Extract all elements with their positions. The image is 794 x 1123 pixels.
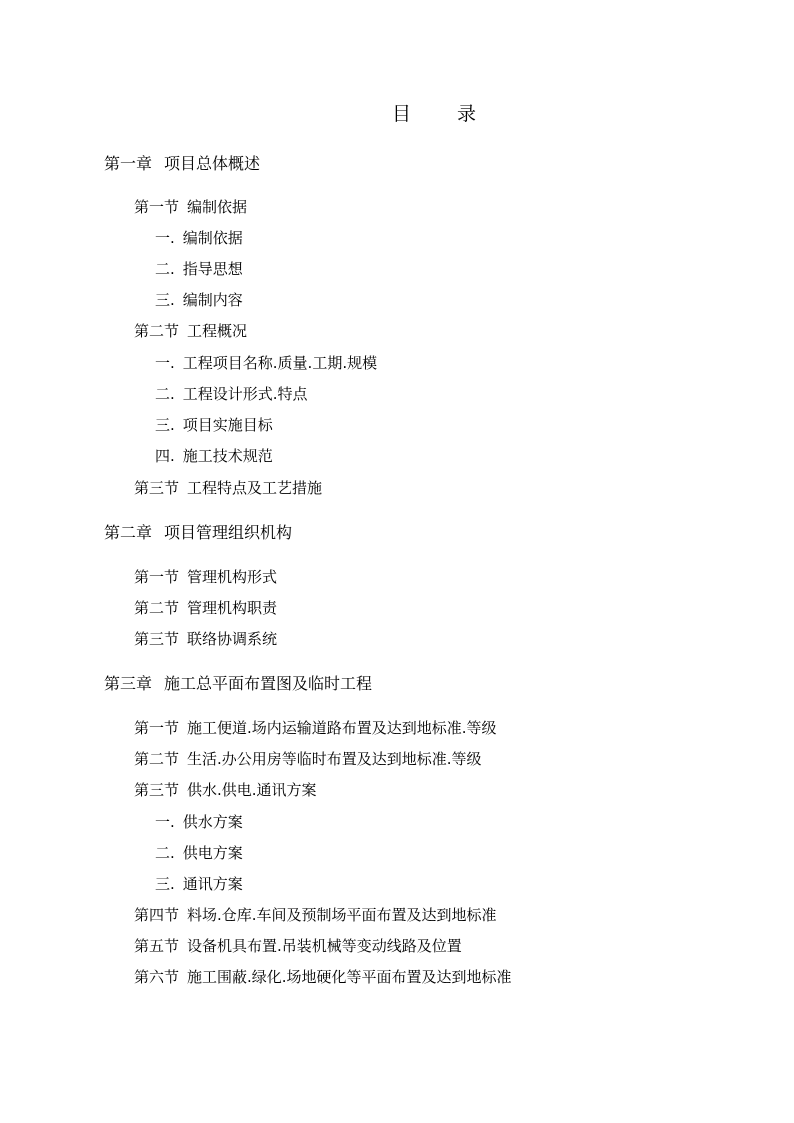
toc-entry-title: 供水方案 <box>182 813 243 831</box>
toc-title <box>0 100 794 128</box>
toc-item-entry[interactable] <box>155 289 243 311</box>
toc-entry-number: 第三节 <box>134 781 180 799</box>
toc-entry-title: 编制内容 <box>182 291 243 309</box>
toc-entry-title: 联络协调系统 <box>187 630 278 648</box>
toc-section-entry[interactable] <box>134 779 317 801</box>
toc-item-entry[interactable] <box>155 414 273 436</box>
toc-entry-number: 第五节 <box>134 937 180 955</box>
toc-entry-number: 第二章 <box>104 523 153 542</box>
toc-entry-number: 三. <box>155 291 175 309</box>
toc-chapter-entry[interactable] <box>104 522 292 544</box>
toc-entry-title: 料场.仓库.车间及预制场平面布置及达到地标准 <box>187 906 497 924</box>
toc-chapter-entry[interactable] <box>104 153 260 175</box>
toc-entry-number: 三. <box>155 875 175 893</box>
toc-section-entry[interactable] <box>134 196 247 218</box>
toc-entry-title: 设备机具布置.吊装机械等变动线路及位置 <box>187 937 462 955</box>
toc-item-entry[interactable] <box>155 258 243 280</box>
toc-entry-title: 项目实施目标 <box>182 416 273 434</box>
toc-entry-title: 生活.办公用房等临时布置及达到地标准.等级 <box>187 750 482 768</box>
toc-chapter-entry[interactable] <box>104 673 372 695</box>
toc-entry-number: 第四节 <box>134 906 180 924</box>
toc-section-entry[interactable] <box>134 748 482 770</box>
toc-entry-title: 施工围蔽.绿化.场地硬化等平面布置及达到地标准 <box>187 968 512 986</box>
toc-section-entry[interactable] <box>134 628 277 650</box>
toc-section-entry[interactable] <box>134 904 497 926</box>
toc-item-entry[interactable] <box>155 352 377 374</box>
toc-item-entry[interactable] <box>155 811 243 833</box>
toc-entry-title: 供电方案 <box>182 844 243 862</box>
toc-entry-number: 第一章 <box>104 154 153 173</box>
toc-item-entry[interactable] <box>155 445 273 467</box>
toc-entry-title: 编制依据 <box>187 198 248 216</box>
toc-entry-title: 管理机构形式 <box>187 568 278 586</box>
toc-title-char-2: 录 <box>457 103 477 125</box>
toc-entry-number: 第二节 <box>134 322 180 340</box>
toc-entry-title: 通讯方案 <box>182 875 243 893</box>
toc-item-entry[interactable] <box>155 842 243 864</box>
toc-entry-title: 施工技术规范 <box>182 447 273 465</box>
toc-entry-title: 供水.供电.通讯方案 <box>187 781 317 799</box>
toc-entry-number: 第六节 <box>134 968 180 986</box>
toc-entry-title: 项目总体概述 <box>164 154 261 173</box>
toc-entry-title: 项目管理组织机构 <box>164 523 293 542</box>
toc-section-entry[interactable] <box>134 320 247 342</box>
toc-entry-number: 第三节 <box>134 630 180 648</box>
toc-entry-title: 施工便道.场内运输道路布置及达到地标准.等级 <box>187 719 497 737</box>
toc-entry-title: 编制依据 <box>182 229 243 247</box>
toc-entry-number: 二. <box>155 844 175 862</box>
toc-item-entry[interactable] <box>155 383 308 405</box>
toc-section-entry[interactable] <box>134 717 497 739</box>
toc-item-entry[interactable] <box>155 227 243 249</box>
toc-entry-number: 一. <box>155 813 175 831</box>
toc-section-entry[interactable] <box>134 966 512 988</box>
toc-entry-number: 一. <box>155 229 175 247</box>
toc-entry-title: 工程项目名称.质量.工期.规模 <box>182 354 378 372</box>
toc-entry-number: 第二节 <box>134 750 180 768</box>
toc-entry-number: 四. <box>155 447 175 465</box>
toc-entry-title: 管理机构职责 <box>187 599 278 617</box>
toc-entry-number: 二. <box>155 260 175 278</box>
toc-entry-number: 第三节 <box>134 479 180 497</box>
toc-section-entry[interactable] <box>134 477 322 499</box>
toc-entry-title: 指导思想 <box>182 260 243 278</box>
toc-entry-number: 第一节 <box>134 719 180 737</box>
toc-title-char-1: 目 <box>391 103 411 125</box>
toc-entry-number: 二. <box>155 385 175 403</box>
toc-section-entry[interactable] <box>134 935 462 957</box>
toc-item-entry[interactable] <box>155 873 243 895</box>
toc-entry-number: 第一节 <box>134 198 180 216</box>
toc-entry-title: 工程设计形式.特点 <box>182 385 308 403</box>
toc-entry-number: 第一节 <box>134 568 180 586</box>
toc-entry-number: 第三章 <box>104 674 153 693</box>
toc-entry-number: 三. <box>155 416 175 434</box>
toc-entry-title: 施工总平面布置图及临时工程 <box>164 674 373 693</box>
toc-entry-number: 一. <box>155 354 175 372</box>
toc-section-entry[interactable] <box>134 566 277 588</box>
toc-entry-number: 第二节 <box>134 599 180 617</box>
toc-entry-title: 工程概况 <box>187 322 248 340</box>
toc-section-entry[interactable] <box>134 597 277 619</box>
toc-entry-title: 工程特点及工艺措施 <box>187 479 323 497</box>
